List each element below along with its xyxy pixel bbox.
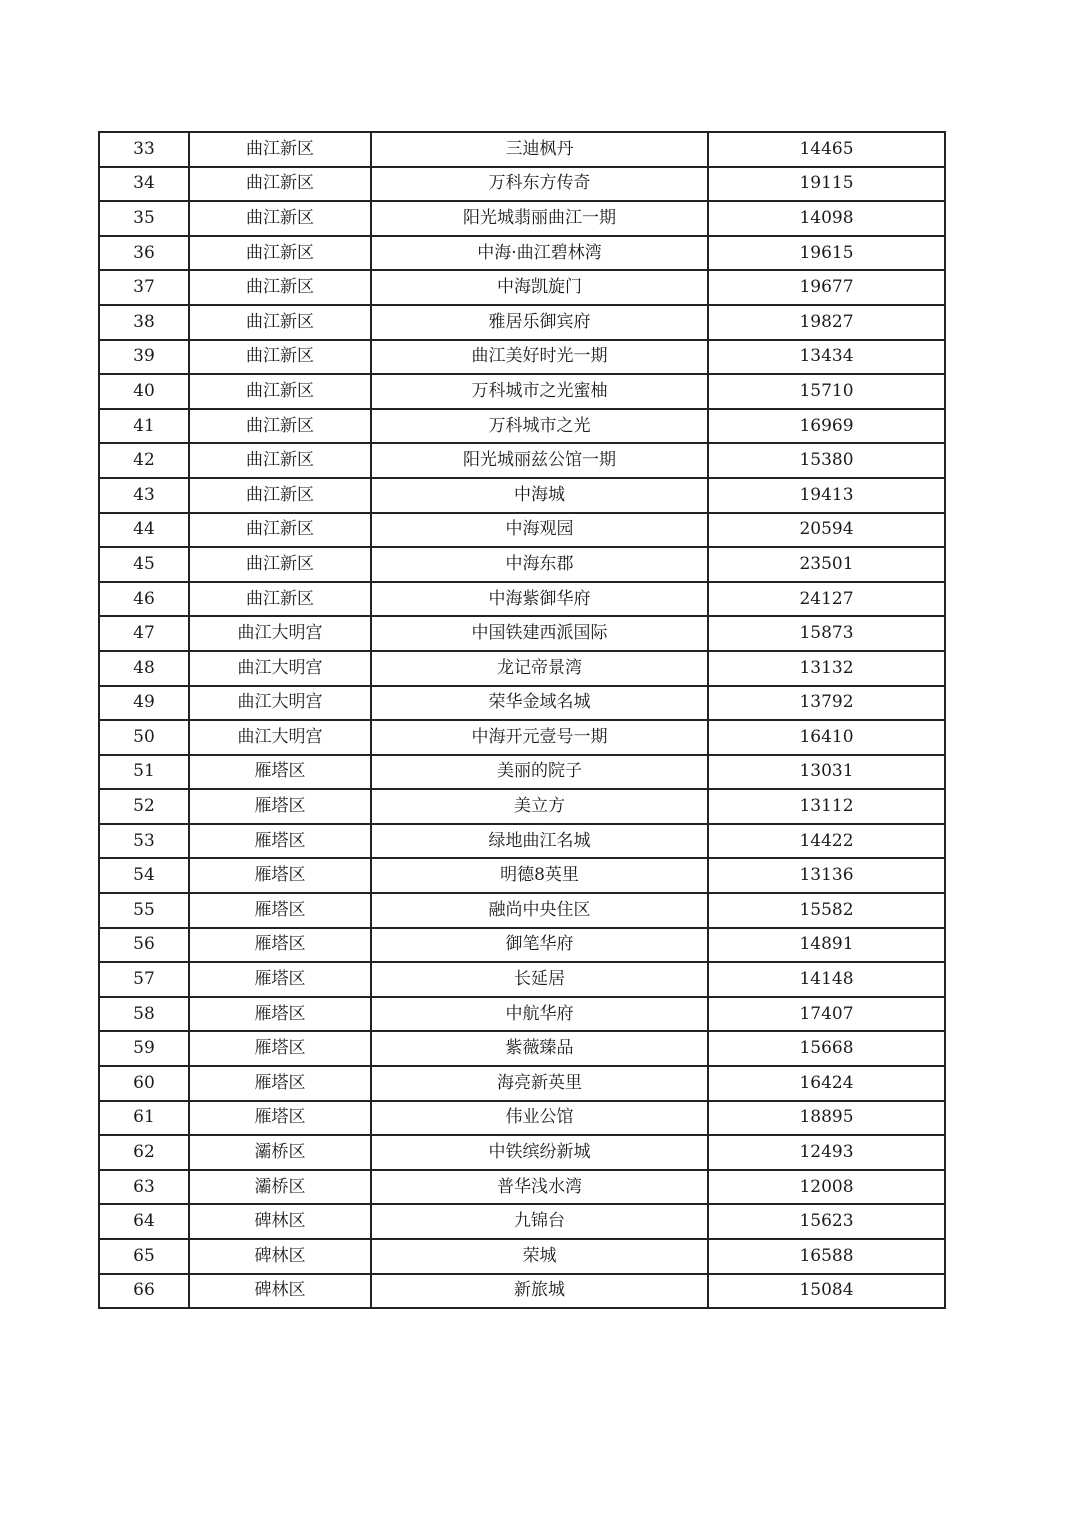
table-row [99,893,945,928]
project-name-cell: 万科城市之光蜜柚 [371,374,708,409]
table-row [99,997,945,1032]
project-name-cell: 伟业公馆 [371,1101,708,1136]
price-cell: 19115 [708,167,945,202]
row-number-cell: 55 [99,893,189,928]
project-name-cell: 中海紫御华府 [371,582,708,617]
row-number-cell: 62 [99,1135,189,1170]
table-row [99,928,945,963]
row-number-cell: 37 [99,270,189,305]
district-cell: 碑林区 [189,1239,371,1274]
row-number-cell: 65 [99,1239,189,1274]
price-cell: 15582 [708,893,945,928]
district-cell: 曲江新区 [189,132,371,167]
project-name-cell: 中海东郡 [371,547,708,582]
table-row [99,305,945,340]
row-number-cell: 33 [99,132,189,167]
price-cell: 17407 [708,997,945,1032]
row-number-cell: 66 [99,1274,189,1309]
district-cell: 碑林区 [189,1204,371,1239]
row-number-cell: 35 [99,201,189,236]
table-row [99,547,945,582]
project-name-cell: 三迪枫丹 [371,132,708,167]
district-cell: 雁塔区 [189,1031,371,1066]
table-row [99,443,945,478]
district-cell: 曲江新区 [189,305,371,340]
table-row [99,201,945,236]
row-number-cell: 50 [99,720,189,755]
district-cell: 灞桥区 [189,1170,371,1205]
district-cell: 曲江新区 [189,443,371,478]
row-number-cell: 38 [99,305,189,340]
price-cell: 23501 [708,547,945,582]
project-name-cell: 新旅城 [371,1274,708,1309]
district-cell: 曲江新区 [189,582,371,617]
price-cell: 13434 [708,340,945,375]
table-row [99,236,945,271]
table-row [99,1204,945,1239]
project-name-cell: 中海开元壹号一期 [371,720,708,755]
district-cell: 雁塔区 [189,858,371,893]
table-row [99,478,945,513]
table-row [99,132,945,167]
project-name-cell: 万科东方传奇 [371,167,708,202]
project-name-cell: 紫薇臻品 [371,1031,708,1066]
price-cell: 13132 [708,651,945,686]
project-name-cell: 绿地曲江名城 [371,824,708,859]
project-name-cell: 中国铁建西派国际 [371,616,708,651]
table-row [99,1170,945,1205]
project-name-cell: 御笔华府 [371,928,708,963]
district-cell: 曲江新区 [189,340,371,375]
row-number-cell: 52 [99,789,189,824]
table-row [99,374,945,409]
price-cell: 16588 [708,1239,945,1274]
district-cell: 雁塔区 [189,997,371,1032]
district-cell: 曲江新区 [189,236,371,271]
price-cell: 16410 [708,720,945,755]
district-cell: 碑林区 [189,1274,371,1309]
table-row [99,789,945,824]
table-row [99,582,945,617]
district-cell: 雁塔区 [189,755,371,790]
table-row [99,686,945,721]
project-name-cell: 龙记帝景湾 [371,651,708,686]
price-table [98,131,946,1309]
row-number-cell: 58 [99,997,189,1032]
row-number-cell: 34 [99,167,189,202]
row-number-cell: 41 [99,409,189,444]
project-name-cell: 中海城 [371,478,708,513]
price-cell: 12008 [708,1170,945,1205]
project-name-cell: 中海·曲江碧林湾 [371,236,708,271]
project-name-cell: 万科城市之光 [371,409,708,444]
district-cell: 曲江新区 [189,513,371,548]
project-name-cell: 中航华府 [371,997,708,1032]
project-name-cell: 中海观园 [371,513,708,548]
price-cell: 15380 [708,443,945,478]
price-cell: 15873 [708,616,945,651]
price-cell: 14465 [708,132,945,167]
price-cell: 13136 [708,858,945,893]
district-cell: 雁塔区 [189,962,371,997]
row-number-cell: 59 [99,1031,189,1066]
district-cell: 曲江新区 [189,478,371,513]
table-row [99,409,945,444]
district-cell: 雁塔区 [189,1101,371,1136]
table-row [99,858,945,893]
price-cell: 14098 [708,201,945,236]
table-row [99,1135,945,1170]
row-number-cell: 36 [99,236,189,271]
district-cell: 曲江大明宫 [189,720,371,755]
project-name-cell: 明德8英里 [371,858,708,893]
price-cell: 15084 [708,1274,945,1309]
table-row [99,1031,945,1066]
row-number-cell: 49 [99,686,189,721]
project-name-cell: 海亮新英里 [371,1066,708,1101]
price-cell: 14891 [708,928,945,963]
price-cell: 15668 [708,1031,945,1066]
table-row [99,340,945,375]
row-number-cell: 46 [99,582,189,617]
row-number-cell: 45 [99,547,189,582]
table-row [99,270,945,305]
table-row [99,651,945,686]
price-cell: 19677 [708,270,945,305]
project-name-cell: 荣城 [371,1239,708,1274]
district-cell: 曲江新区 [189,167,371,202]
project-name-cell: 融尚中央住区 [371,893,708,928]
project-name-cell: 长延居 [371,962,708,997]
project-name-cell: 普华浅水湾 [371,1170,708,1205]
price-cell: 16424 [708,1066,945,1101]
row-number-cell: 47 [99,616,189,651]
district-cell: 曲江新区 [189,374,371,409]
project-name-cell: 九锦台 [371,1204,708,1239]
table-row [99,1101,945,1136]
table-row [99,616,945,651]
row-number-cell: 43 [99,478,189,513]
project-name-cell: 阳光城丽兹公馆一期 [371,443,708,478]
table-row [99,1066,945,1101]
table-row [99,167,945,202]
price-cell: 20594 [708,513,945,548]
price-cell: 24127 [708,582,945,617]
price-cell: 15623 [708,1204,945,1239]
project-name-cell: 阳光城翡丽曲江一期 [371,201,708,236]
district-cell: 雁塔区 [189,893,371,928]
district-cell: 曲江新区 [189,409,371,444]
price-cell: 19615 [708,236,945,271]
price-cell: 13792 [708,686,945,721]
project-name-cell: 中铁缤纷新城 [371,1135,708,1170]
project-name-cell: 美立方 [371,789,708,824]
table-row [99,755,945,790]
row-number-cell: 63 [99,1170,189,1205]
table-row [99,824,945,859]
district-cell: 曲江新区 [189,547,371,582]
row-number-cell: 64 [99,1204,189,1239]
project-name-cell: 美丽的院子 [371,755,708,790]
row-number-cell: 53 [99,824,189,859]
district-cell: 曲江新区 [189,201,371,236]
project-name-cell: 中海凯旋门 [371,270,708,305]
district-cell: 曲江大明宫 [189,616,371,651]
district-cell: 雁塔区 [189,928,371,963]
price-cell: 13031 [708,755,945,790]
district-cell: 灞桥区 [189,1135,371,1170]
price-cell: 14148 [708,962,945,997]
row-number-cell: 39 [99,340,189,375]
row-number-cell: 40 [99,374,189,409]
project-name-cell: 荣华金域名城 [371,686,708,721]
row-number-cell: 44 [99,513,189,548]
row-number-cell: 60 [99,1066,189,1101]
district-cell: 雁塔区 [189,1066,371,1101]
row-number-cell: 51 [99,755,189,790]
row-number-cell: 54 [99,858,189,893]
district-cell: 曲江大明宫 [189,686,371,721]
price-cell: 15710 [708,374,945,409]
price-cell: 12493 [708,1135,945,1170]
table-row [99,962,945,997]
row-number-cell: 57 [99,962,189,997]
project-name-cell: 曲江美好时光一期 [371,340,708,375]
row-number-cell: 61 [99,1101,189,1136]
price-cell: 18895 [708,1101,945,1136]
row-number-cell: 56 [99,928,189,963]
price-cell: 13112 [708,789,945,824]
price-cell: 19827 [708,305,945,340]
district-cell: 曲江新区 [189,270,371,305]
table-body [99,132,945,1308]
row-number-cell: 48 [99,651,189,686]
table-row [99,1239,945,1274]
table-row [99,513,945,548]
district-cell: 雁塔区 [189,789,371,824]
price-cell: 16969 [708,409,945,444]
row-number-cell: 42 [99,443,189,478]
table-row [99,720,945,755]
project-name-cell: 雅居乐御宾府 [371,305,708,340]
price-cell: 14422 [708,824,945,859]
district-cell: 雁塔区 [189,824,371,859]
price-cell: 19413 [708,478,945,513]
district-cell: 曲江大明宫 [189,651,371,686]
table-row [99,1274,945,1309]
